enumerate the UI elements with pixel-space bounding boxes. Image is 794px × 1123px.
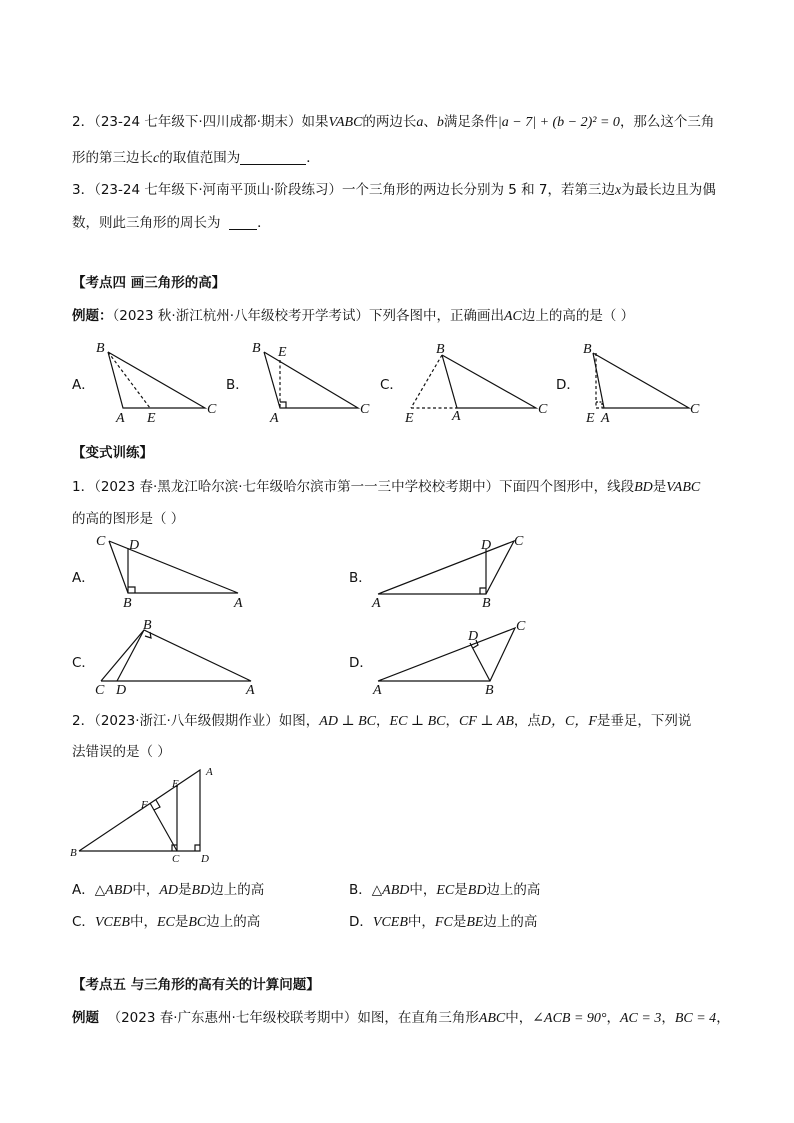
option-c: C．VCEB中，EC是BC边上的高 [72, 914, 261, 930]
vertex-label-b: B [143, 618, 152, 633]
option-a: A．△ABD中，AD是BD边上的高 [72, 882, 265, 898]
vertex-label-a: A [601, 411, 610, 426]
question-2-line-2: 形的第三边长c的取值范围为 ． [72, 150, 320, 166]
option-d: D．VCEB中，FC是BE边上的高 [349, 914, 538, 930]
question-source: （23-24 七年级下·四川成都·期末） [94, 114, 302, 130]
variation-training-title: 【变式训练】 [72, 445, 153, 461]
option-b-label: B． [349, 570, 372, 586]
vertex-label-c: C [95, 683, 105, 698]
question-3-line-2: 数，则此三角形的周长为 ． [72, 215, 271, 231]
vertex-label-c: C [172, 853, 180, 865]
vertex-label-b: B [123, 596, 132, 611]
option-d-label: D． [556, 377, 580, 393]
condition-equation: |a − 7| + (b − 2)² = 0 [497, 115, 620, 130]
vertex-label-b: B [436, 342, 445, 357]
vertex-label-e: E [172, 778, 179, 790]
question-number: 3． [72, 182, 95, 198]
option-c-label: C． [380, 377, 403, 393]
question-source: （23-24 七年级下·河南平顶山·阶段练习） [94, 182, 342, 198]
vertex-label-c: C [516, 619, 526, 634]
vertex-label-f: F [141, 799, 148, 811]
question-2-line-1: 2．（23-24 七年级下·四川成都·期末）如果VABC的两边长a、b满足条件|a − 7| + (b − 2)² = 0，那么这个三角 [72, 114, 715, 130]
figure-v1b [378, 541, 514, 594]
figure-v1c [101, 630, 251, 681]
vertex-label-b: B [96, 341, 105, 356]
vertex-label-a: A [234, 596, 243, 611]
section-5-example: 例题 （2023 春·广东惠州·七年级校联考期中）如图，在直角三角形ABC中，∠ACB = 90°，AC = 3，BC = 4， [72, 1010, 730, 1026]
vertex-label-b: B [70, 847, 77, 859]
figure-4b [264, 352, 358, 408]
section-5-title: 【考点五 与三角形的高有关的计算问题】 [72, 977, 320, 993]
question-number: 2． [72, 114, 95, 130]
vertex-label-d: D [201, 853, 209, 865]
figure-v1d [378, 628, 515, 681]
vertex-label-e: E [278, 345, 287, 360]
vertex-label-a: A [270, 411, 279, 426]
section-4-example: 例题：（2023 秋·浙江杭州·八年级校考开学考试）下列各图中，正确画出AC边上的高的是（ ） [72, 308, 635, 324]
vertex-label-b: B [482, 596, 491, 611]
vertex-label-a: A [452, 409, 461, 424]
figure-4d [593, 353, 689, 408]
vertex-label-b: B [583, 342, 592, 357]
option-a-label: A． [72, 377, 95, 393]
question-3-line-1: 3．（23-24 七年级下·河南平顶山·阶段练习）一个三角形的两边长分别为 5 和 7，若第三边x为最长边且为偶 [72, 182, 716, 198]
option-d-label: D． [349, 655, 373, 671]
option-a-label: A． [72, 570, 95, 586]
vertex-label-d: D [468, 629, 479, 644]
vertex-label-a: A [373, 683, 382, 698]
triangle-symbol: VABC [328, 115, 363, 130]
figure-4a [108, 352, 205, 408]
vertex-label-b: B [485, 683, 494, 698]
section-4-title: 【考点四 画三角形的高】 [72, 275, 226, 291]
vertex-label-d: D [481, 538, 492, 553]
option-b-label: B． [226, 377, 249, 393]
vertex-label-e: E [405, 411, 414, 426]
vertex-label-b: B [252, 341, 261, 356]
vertex-label-c: C [514, 534, 524, 549]
vertex-label-d: D [129, 538, 140, 553]
vertex-label-c: C [690, 402, 700, 417]
vertex-label-e: E [147, 411, 156, 426]
variation-2-line-1: 2．（2023·浙江·八年级假期作业）如图，AD ⊥ BC，EC ⊥ BC，CF ⊥ AB，点D，C，F是垂足，下列说 [72, 713, 692, 729]
option-b: B．△ABD中，EC是BD边上的高 [349, 882, 541, 898]
vertex-label-c: C [207, 402, 217, 417]
variation-1-line-2: 的高的图形是（ ） [72, 511, 185, 527]
vertex-label-d: D [116, 683, 127, 698]
variation-2-line-2: 法错误的是（ ） [72, 744, 171, 760]
vertex-label-a: A [206, 766, 213, 778]
option-c-label: C． [72, 655, 95, 671]
vertex-label-c: C [360, 402, 370, 417]
vertex-label-c: C [538, 402, 548, 417]
variation-1-line-1: 1．（2023 春·黑龙江哈尔滨·七年级哈尔滨市第一一三中学校校考期中）下面四个图形中，线段BD是VABC [72, 479, 701, 495]
figure-v2 [79, 770, 200, 851]
vertex-label-c: C [96, 534, 106, 549]
vertex-label-a: A [116, 411, 125, 426]
vertex-label-a: A [372, 596, 381, 611]
vertex-label-a: A [246, 683, 255, 698]
vertex-label-e: E [586, 411, 595, 426]
figure-4c [411, 355, 536, 408]
